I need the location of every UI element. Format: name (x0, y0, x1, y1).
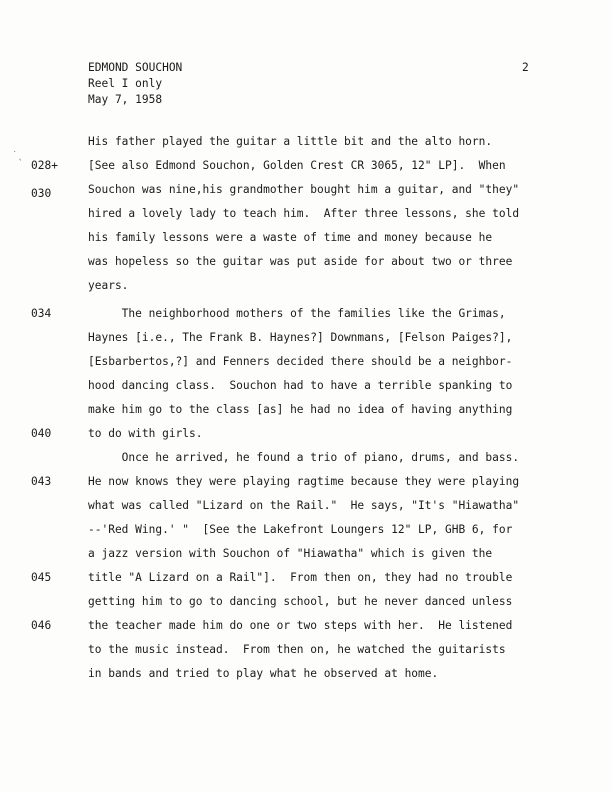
header-reel: Reel I only (88, 77, 163, 90)
body-line: to do with girls. (88, 427, 203, 440)
body-line: Souchon was nine,his grandmother bought him a guitar, and "they" (88, 183, 520, 196)
margin-marker: 034 (31, 307, 52, 320)
body-line: hired a lovely lady to teach him. After three lessons, she told (88, 207, 520, 220)
body-line: getting him to go to dancing school, but he never danced unless (88, 595, 513, 608)
body-line: --'Red Wing.' " [See the Lakefront Loungers 12" LP, GHB 6, for (88, 523, 513, 536)
body-line: to the music instead. From then on, he watched the guitarists (88, 643, 506, 656)
body-line: He now knows they were playing ragtime because they were playing (88, 475, 520, 488)
body-line: Haynes [i.e., The Frank B. Haynes?] Downmans, [Felson Paiges?], (88, 331, 513, 344)
margin-marker: 046 (31, 619, 52, 632)
body-line: what was called "Lizard on the Rail." He says, "It's "Hiawatha" (88, 499, 520, 512)
page-number: 2 (522, 61, 529, 74)
body-line: years. (88, 279, 129, 292)
body-line: Once he arrived, he found a trio of piano, drums, and bass. (88, 451, 520, 464)
body-line: make him go to the class [as] he had no idea of having anything (88, 403, 513, 416)
body-line: his family lessons were a waste of time and money because he (88, 231, 493, 244)
margin-marker: 045 (31, 571, 52, 584)
body-line: a jazz version with Souchon of "Hiawatha" which is given the (88, 547, 493, 560)
margin-tick-mark: ˙ˎ (12, 151, 23, 161)
body-line: in bands and tried to play what he observed at home. (88, 667, 439, 680)
margin-marker: 043 (31, 475, 52, 488)
body-line: His father played the guitar a little bit and the alto horn. (88, 135, 493, 148)
margin-marker: 030 (31, 187, 52, 200)
body-line: was hopeless so the guitar was put aside for about two or three (88, 255, 513, 268)
body-line: hood dancing class. Souchon had to have a terrible spanking to (88, 379, 513, 392)
margin-marker: 028+ (31, 159, 58, 172)
header-date: May 7, 1958 (88, 93, 163, 106)
margin-marker: 040 (31, 427, 52, 440)
body-line: the teacher made him do one or two steps with her. He listened (88, 619, 513, 632)
body-line: [Esbarbertos,?] and Fenners decided there should be a neighbor- (88, 355, 513, 368)
body-line: [See also Edmond Souchon, Golden Crest CR 3065, 12" LP]. When (88, 159, 506, 172)
header-name: EDMOND SOUCHON (88, 61, 183, 74)
body-line: title "A Lizard on a Rail"]. From then on, they had no trouble (88, 571, 513, 584)
body-line: The neighborhood mothers of the families like the Grimas, (88, 307, 506, 320)
